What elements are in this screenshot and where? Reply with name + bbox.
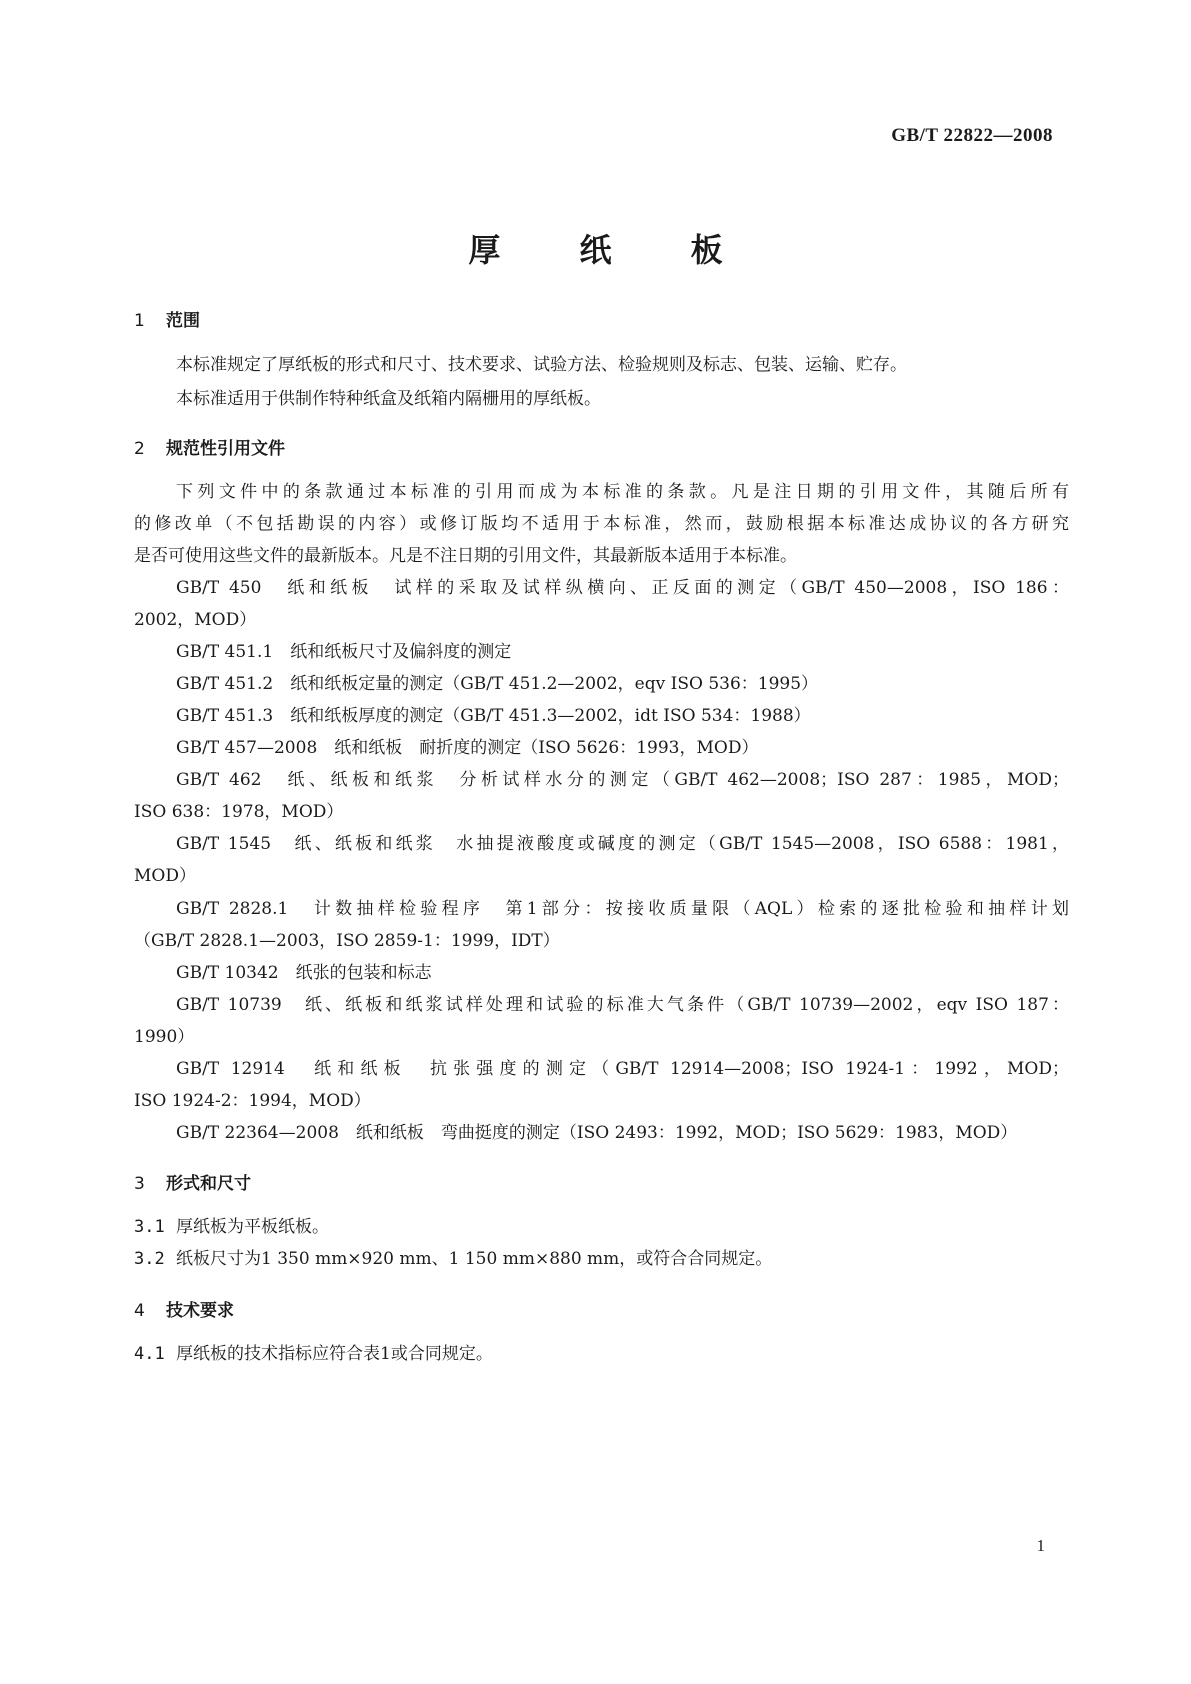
reference-entry: GB/T 2828.1 计数抽样检验程序 第1部分：按接收质量限（AQL）检索的逐批检验和抽样计划 <box>176 899 1069 919</box>
clause-number: 3.2 <box>134 1249 165 1269</box>
section-heading-scope <box>134 306 200 331</box>
section-title: 技术要求 <box>166 1301 234 1321</box>
reference-entry-cont: 2002，MOD） <box>134 610 257 630</box>
title-char: 厚 <box>468 231 501 269</box>
clause-3-2 <box>134 1248 1069 1270</box>
section-heading-form-and-size <box>134 1169 251 1194</box>
standard-number: GB/T 22822—2008 <box>891 125 1053 146</box>
clause-3-1 <box>134 1216 1069 1238</box>
reference-entry: GB/T 450 纸和纸板 试样的采取及试样纵横向、正反面的测定（GB/T 450—2008，ISO 186： <box>176 578 1069 598</box>
clause-text: 厚纸板为平板纸板。 <box>176 1217 329 1237</box>
reference-entry-cont: MOD） <box>134 866 196 886</box>
clause-number: 3.1 <box>134 1217 165 1237</box>
clause-text: 纸板尺寸为1 350 mm×920 mm、1 150 mm×880 mm，或符合合同规定。 <box>176 1249 773 1269</box>
reference-entry: GB/T 22364—2008 纸和纸板 弯曲挺度的测定（ISO 2493：1992，MOD；ISO 5629：1983，MOD） <box>176 1123 1018 1143</box>
reference-entry: GB/T 451.2 纸和纸板定量的测定（GB/T 451.2—2002，eqv ISO 536：1995） <box>176 674 819 694</box>
reference-entry: GB/T 462 纸、纸板和纸浆 分析试样水分的测定（GB/T 462—2008；ISO 287：1985，MOD； <box>176 770 1069 790</box>
reference-entry: GB/T 457—2008 纸和纸板 耐折度的测定（ISO 5626：1993，MOD） <box>176 738 759 758</box>
reference-entry: GB/T 12914 纸和纸板 抗张强度的测定（GB/T 12914—2008；ISO 1924-1：1992，MOD； <box>176 1059 1069 1079</box>
section-heading-technical-requirements <box>134 1296 234 1321</box>
reference-entry: GB/T 10342 纸张的包装和标志 <box>176 963 432 983</box>
section-heading-normative-references <box>134 434 285 459</box>
clause-4-1 <box>134 1343 1069 1365</box>
title-char: 纸 <box>579 231 612 269</box>
reference-entry-cont: （GB/T 2828.1—2003，ISO 2859-1：1999，IDT） <box>134 931 560 951</box>
document-title <box>0 225 1191 271</box>
section-title: 形式和尺寸 <box>166 1174 251 1194</box>
paragraph: 本标准规定了厚纸板的形式和尺寸、技术要求、试验方法、检验规则及标志、包装、运输、贮存。 <box>176 355 907 375</box>
section-number: 3 <box>134 1174 145 1194</box>
section-title: 范围 <box>166 311 200 331</box>
paragraph: 本标准适用于供制作特种纸盒及纸箱内隔栅用的厚纸板。 <box>176 389 601 409</box>
reference-entry-cont: ISO 1924-2：1994，MOD） <box>134 1091 371 1111</box>
paragraph-line: 的修改单（不包括勘误的内容）或修订版均不适用于本标准，然而，鼓励根据本标准达成协议的各方研究 <box>134 514 1069 534</box>
paragraph-line: 是否可使用这些文件的最新版本。凡是不注日期的引用文件，其最新版本适用于本标准。 <box>134 546 797 566</box>
reference-entry: GB/T 451.1 纸和纸板尺寸及偏斜度的测定 <box>176 642 512 662</box>
reference-entry: GB/T 451.3 纸和纸板厚度的测定（GB/T 451.3—2002，idt ISO 534：1988） <box>176 706 811 726</box>
section-title: 规范性引用文件 <box>166 439 285 459</box>
reference-entry: GB/T 10739 纸、纸板和纸浆试样处理和试验的标准大气条件（GB/T 10739—2002，eqv ISO 187： <box>176 995 1069 1015</box>
page-number: 1 <box>1036 1536 1045 1555</box>
reference-entry-cont: 1990） <box>134 1027 195 1047</box>
section-number: 4 <box>134 1301 145 1321</box>
section-number: 2 <box>134 439 145 459</box>
title-char: 板 <box>690 231 723 269</box>
clause-text: 厚纸板的技术指标应符合表1或合同规定。 <box>176 1344 493 1364</box>
paragraph-line: 下列文件中的条款通过本标准的引用而成为本标准的条款。凡是注日期的引用文件，其随后所有 <box>176 482 1069 502</box>
reference-entry: GB/T 1545 纸、纸板和纸浆 水抽提液酸度或碱度的测定（GB/T 1545—2008，ISO 6588：1981， <box>176 834 1069 854</box>
section-number: 1 <box>134 311 145 331</box>
reference-entry-cont: ISO 638：1978，MOD） <box>134 802 344 822</box>
clause-number: 4.1 <box>134 1344 165 1364</box>
